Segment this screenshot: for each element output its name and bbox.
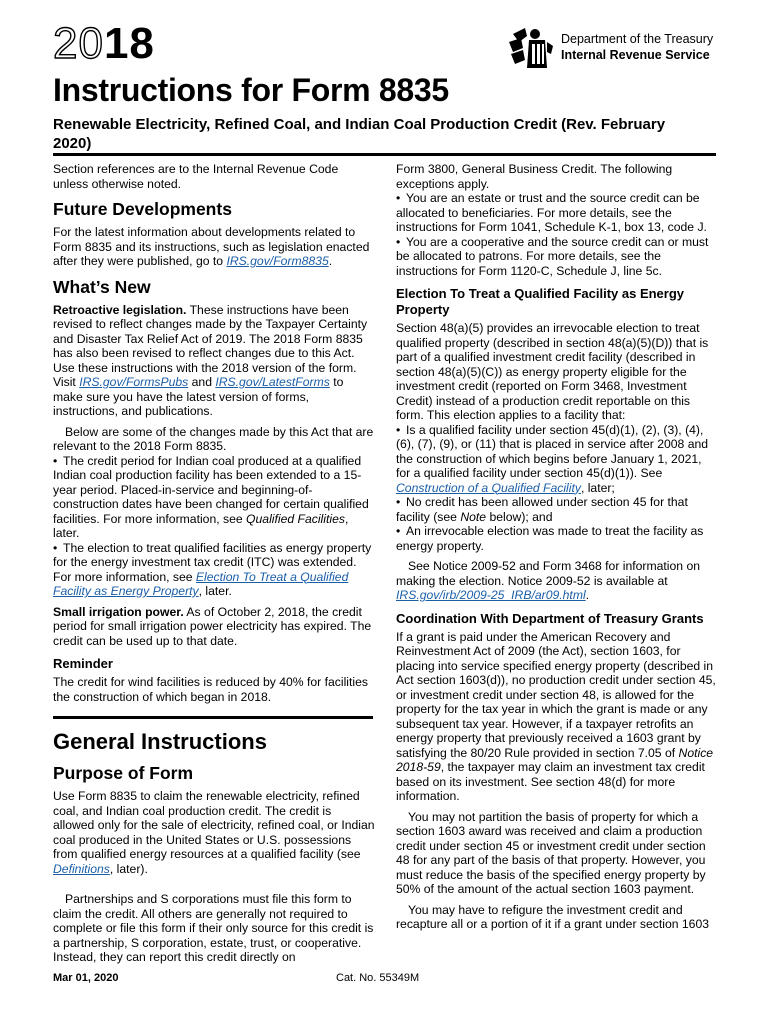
page-title: Instructions for Form 8835 [53, 72, 449, 108]
election-heading: Election To Treat a Qualified Facility as Energy Property [396, 286, 685, 317]
agency-irs: Internal Revenue Service [561, 48, 710, 62]
notice-paragraph: See Notice 2009-52 and Form 3468 for information on making the election. Notice 2009-52 is available at IRS.gov/irb/2009-25_IRB/ar09.html. [396, 559, 700, 602]
formspubs-link[interactable]: IRS.gov/FormsPubs [79, 375, 189, 389]
agency-department: Department of the Treasury [561, 32, 714, 46]
definitions-link[interactable]: Definitions [53, 861, 110, 876]
retro-paragraph: Retroactive legislation. These instructions have been revised to reflect changes made by the Taxpayer Certainty and Disaster Tax Relief Act of 2019. The 2018 Form 8835 has also been revised to reflect changes due to this Act. Use these instructions with the 2018 version of the form. Visit IRS.gov/FormsPubs and IRS.gov/LatestForms to make sure you have the latest version of forms, instructions, and publications. [53, 302, 368, 418]
below-paragraph: Below are some of the changes made by this Act that are relevant to the 2018 Form 8835. [53, 424, 374, 453]
construction-link[interactable]: Construction of a Qualified Facility [396, 480, 581, 495]
refigure-paragraph: You may have to refigure the investment credit and recapture all or a portion of it if a grant under section 1603 [396, 902, 710, 931]
agency-name [561, 31, 713, 63]
future-paragraph: For the latest information about developments related to Form 8835 and its instructions, such as legislation enacted after they were published, go to IRS.gov/Form8835. [53, 225, 370, 268]
election-bullet: • Is a qualified facility under section 45(d)(1), (2), (3), (4), (6), (7), (9), or (11) that is placed in service after 2008 and the construction of which begins before January 1, 2021, for a qualified facility under section 45(d)(1)). See Construction of a Qualified Facility, later; [396, 423, 718, 496]
election-link[interactable]: Election To Treat a Qualified Facility as Energy Property [53, 569, 349, 598]
election-bullet: • An irrevocable election was made to treat the facility as energy property. [396, 524, 718, 553]
reminder-heading: Reminder [53, 656, 113, 671]
notice-link[interactable]: IRS.gov/irb/2009-25_IRB/ar09.html [396, 588, 586, 602]
election-bullet: • No credit has been allowed under section 45 for that facility (see Note below); and [396, 495, 718, 524]
exception-item: • You are an estate or trust and the source credit can be allocated to beneficiaries. For more details, see the instructions for Form 1041, Schedule K-1, box 13, code J. [396, 191, 718, 235]
continued-paragraph: Form 3800, General Business Credit. The following exceptions apply. [396, 162, 673, 191]
coordination-heading: Coordination With Department of Treasury Grants [396, 610, 704, 626]
page-subtitle: Renewable Electricity, Refined Coal, and Indian Coal Production Credit (Rev. February 2020) [53, 116, 666, 152]
purpose-paragraph: Use Form 8835 to claim the renewable electricity, refined coal, and Indian coal production credit. The credit is allowed only for the sale of electricity, refined coal, or Indian coal produced in the United States or U.S. possessions from qualified energy resources at a qualified facility (see Definitions, later). [53, 789, 375, 876]
latestforms-link[interactable]: IRS.gov/LatestForms [215, 375, 330, 389]
irrigation-paragraph: Small irrigation power. As of October 2, 2018, the credit period for small irrigation power electricity has expired. The credit can be used up to that date. [53, 604, 372, 648]
whatsnew-heading: What’s New [53, 276, 151, 297]
intro-text: Section references are to the Internal Revenue Code unless otherwise noted. [53, 162, 339, 191]
coordination-paragraph: If a grant is paid under the American Recovery and Reinvestment Act of 2009 (the Act), section 1603, for placing into service specified energy property (described in Act section 1603(d)), no production credit under section 45, or investment credit under section 48, is allowed for the property for the tax year in which the grant is made or any subsequent tax year. However, if a taxpayer retrofits an energy property that previously received a 1603 grant by satisfying the 80/20 Rule provided in section 7.05 of Notice 2018-59, the taxpayer may claim an investment tax credit based on its investment. See section 48(d) for more information. [396, 629, 716, 803]
form8835-link[interactable]: IRS.gov/Form8835 [226, 254, 329, 268]
election-paragraph: Section 48(a)(5) provides an irrevocable election to treat qualified property (described in section 48(a)(5)(D)) that is part of a qualified investment credit facility (described in section 48(a)(5)(C)) as energy property eligible for the investment credit (reported on Form 3468, Investment Credit) instead of a production credit reportable on this form. This election applies to a facility that: [396, 321, 709, 422]
future-heading: Future Developments [53, 199, 232, 219]
irs-eagle-logo [505, 24, 555, 72]
right-column [396, 162, 718, 938]
exception-item: • You are a cooperative and the source credit can or must be allocated to patrons. For more details, see the instructions for Form 1120-C, Schedule J, line 5c. [396, 235, 718, 279]
left-column [53, 162, 375, 971]
bullet-item: • The credit period for Indian coal produced at a qualified Indian coal production facility has been extended to a 15-year period. Placed-in-service and beginning-of-construction dates have been changed for certain qualified facilities. For more information, see Qualified Facilities, later. [53, 454, 375, 541]
partition-paragraph: You may not partition the basis of property for which a section 1603 award was received and claim a production credit under section 45 or investment credit under section 48 for any part of the basis of that property. However, you must reduce the basis of the specified energy property by 50% of the amount of the actual section 1603 payment. [396, 809, 706, 896]
reminder-paragraph: The credit for wind facilities is reduced by 40% for facilities the construction of which began in 2018. [53, 675, 368, 704]
bullet-item: • The election to treat qualified facilities as energy property for the energy investment tax credit (ITC) was extended. For more information, see Election To Treat a Qualified Facility as Energy Property, later. [53, 541, 375, 599]
footer-catalog-number: Cat. No. 55349M [336, 972, 420, 984]
purpose-heading: Purpose of Form [53, 763, 194, 783]
general-heading: General Instructions [53, 729, 267, 754]
partnership-paragraph: Partnerships and S corporations must file this form to claim the credit. All others are generally not required to complete or file this form if their only source for this credit is a partnership, S corporation, estate, trust, or cooperative. Instead, they can report this credit directly on [53, 892, 374, 964]
section-rule [53, 716, 373, 719]
form-year: 2018 [53, 19, 155, 68]
header-rule [53, 153, 716, 156]
footer-date: Mar 01, 2020 [53, 972, 119, 984]
